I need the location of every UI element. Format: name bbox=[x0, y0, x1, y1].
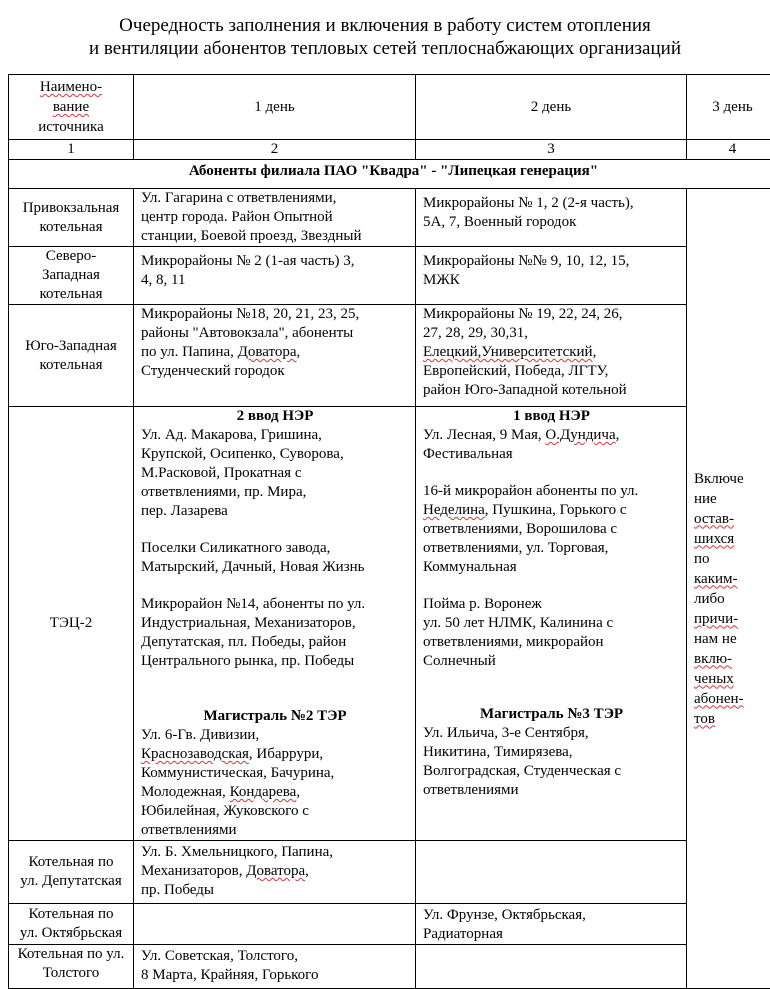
cell-line: М.Расковой, Прокатная с bbox=[141, 464, 409, 483]
cell-line: Юбилейная, Жуковского с bbox=[141, 802, 409, 821]
source-name bbox=[9, 945, 134, 989]
cell-line bbox=[141, 745, 409, 764]
text-span: Елецкий,Университетский bbox=[423, 344, 593, 360]
cell-line: 27, 28, 29, 30,31, bbox=[423, 324, 680, 343]
subheading: Магистраль №3 ТЭР bbox=[423, 705, 680, 724]
header-source-line: Наимено- bbox=[9, 77, 133, 97]
text-span: Ул. Лесная, 9 Мая, bbox=[423, 427, 545, 443]
source-name bbox=[9, 247, 134, 305]
cell-line: 4, 8, 11 bbox=[141, 271, 409, 290]
source-line: Западная bbox=[11, 266, 131, 285]
cell-line: ответвлениями, микрорайон bbox=[423, 633, 680, 652]
cell-line: Ул. 6-Гв. Дивизии, bbox=[141, 726, 409, 745]
text-span: , Пушкина, Горького с bbox=[485, 502, 627, 518]
text-span: , bbox=[593, 344, 597, 360]
source-line: ул. Октябрьская bbox=[11, 924, 131, 943]
cell-line: Студенческий городок bbox=[141, 362, 409, 381]
cell-line: Ул. Б. Хмельницкого, Папина, bbox=[141, 843, 409, 862]
cell-line: Пойма р. Воронеж bbox=[423, 595, 680, 614]
cell-line: Волгоградская, Студенческая с bbox=[423, 762, 680, 781]
text-span: Неделина bbox=[423, 502, 485, 518]
cell-line: Ул. Ад. Макарова, Гришина, bbox=[141, 426, 409, 445]
day3-cell bbox=[687, 189, 770, 989]
title-line-2: и вентиляции абонентов тепловых сетей теплоснабжающих организаций bbox=[0, 37, 770, 60]
text-span: Краснозаводская bbox=[141, 746, 249, 762]
cell-line: Радиаторная bbox=[423, 925, 680, 944]
cell-line bbox=[423, 426, 680, 445]
cell-line: ответвлениями, ул. Торговая, bbox=[423, 539, 680, 558]
text-span: , bbox=[296, 784, 300, 800]
table-row bbox=[9, 407, 770, 841]
col-number: 4 bbox=[687, 140, 770, 160]
day3-line: тов bbox=[694, 709, 770, 729]
cell-line: Коммунистическая, Бачурина, bbox=[141, 764, 409, 783]
header-day1: 1 день bbox=[134, 75, 416, 140]
source-line: Толстого bbox=[11, 964, 131, 983]
source-line: ул. Депутатская bbox=[11, 872, 131, 891]
cell-line bbox=[423, 501, 680, 520]
day2-cell bbox=[416, 407, 687, 841]
day3-line: ние bbox=[694, 489, 770, 509]
day1-cell bbox=[134, 407, 416, 841]
day3-line: каким- bbox=[694, 569, 770, 589]
cell-line: Микрорайоны № 1, 2 (2-я часть), bbox=[423, 194, 680, 213]
day3-line: либо bbox=[694, 589, 770, 609]
source-name bbox=[9, 904, 134, 945]
day1-cell bbox=[134, 945, 416, 989]
source-line: Северо- bbox=[11, 247, 131, 266]
cell-line: Фестивальная bbox=[423, 445, 680, 464]
source-line: Привокзальная bbox=[11, 199, 131, 218]
day2-cell bbox=[416, 841, 687, 904]
text-span: по ул. Папина, bbox=[141, 344, 238, 360]
title-line-1: Очередность заполнения и включения в работу систем отопления bbox=[0, 14, 770, 37]
table-row bbox=[9, 945, 770, 989]
text-span: Доватора bbox=[246, 863, 305, 879]
day3-line: абонен- bbox=[694, 689, 770, 709]
document-title bbox=[0, 14, 770, 60]
cell-line bbox=[423, 343, 680, 362]
text-span: , bbox=[616, 427, 620, 443]
cell-line: Микрорайоны № 2 (1-ая часть) 3, bbox=[141, 252, 409, 271]
subheading: 1 ввод НЭР bbox=[423, 407, 680, 426]
source-name bbox=[9, 189, 134, 247]
cell-line: Европейский, Победа, ЛГТУ, bbox=[423, 362, 680, 381]
table-row bbox=[9, 904, 770, 945]
source-line: котельная bbox=[11, 285, 131, 304]
day1-cell bbox=[134, 841, 416, 904]
subheading: Магистраль №2 ТЭР bbox=[141, 707, 409, 726]
cell-line: Никитина, Тимирязева, bbox=[423, 743, 680, 762]
cell-line: МЖК bbox=[423, 271, 680, 290]
cell-line: Микрорайон №14, абоненты по ул. bbox=[141, 595, 409, 614]
day2-cell bbox=[416, 904, 687, 945]
cell-line: район Юго-Западной котельной bbox=[423, 381, 680, 400]
day3-line: причи- bbox=[694, 609, 770, 629]
header-day2: 2 день bbox=[416, 75, 687, 140]
day3-line: нам не bbox=[694, 629, 770, 649]
source-line: Котельная по bbox=[11, 905, 131, 924]
day1-cell bbox=[134, 189, 416, 247]
col-number: 1 bbox=[9, 140, 134, 160]
cell-line: Солнечный bbox=[423, 652, 680, 671]
cell-line: Матырский, Дачный, Новая Жизнь bbox=[141, 558, 409, 577]
cell-line: ул. 50 лет НЛМК, Калинина с bbox=[423, 614, 680, 633]
text-span: Молодежная, bbox=[141, 784, 230, 800]
source-line: Котельная по ул. bbox=[11, 945, 131, 964]
source-name bbox=[9, 305, 134, 407]
text-span: , bbox=[297, 344, 301, 360]
text-span: Механизаторов, bbox=[141, 863, 246, 879]
table-row bbox=[9, 305, 770, 407]
source-line: Котельная по bbox=[11, 853, 131, 872]
cell-line: Крупской, Осипенко, Суворова, bbox=[141, 445, 409, 464]
table-row bbox=[9, 247, 770, 305]
cell-line: Ул. Советская, Толстого, bbox=[141, 947, 409, 966]
col-number: 2 bbox=[134, 140, 416, 160]
cell-line: 16-й микрорайон абоненты по ул. bbox=[423, 482, 680, 501]
source-line: котельная bbox=[11, 218, 131, 237]
day2-cell bbox=[416, 945, 687, 989]
cell-line: 5А, 7, Военный городок bbox=[423, 213, 680, 232]
day2-cell bbox=[416, 305, 687, 407]
text-span: О.Дундича bbox=[545, 427, 615, 443]
day3-line: Включе bbox=[694, 469, 770, 489]
text-span: Доватора bbox=[238, 344, 297, 360]
section-row bbox=[9, 160, 770, 189]
cell-line: 8 Марта, Крайняя, Горького bbox=[141, 966, 409, 985]
source-name bbox=[9, 841, 134, 904]
cell-line: центр города. Район Опытной bbox=[141, 208, 409, 227]
cell-line: ответвлениями bbox=[141, 821, 409, 840]
cell-line bbox=[141, 343, 409, 362]
text-span: Кондарева bbox=[230, 784, 297, 800]
schedule-table bbox=[8, 74, 770, 989]
cell-line: Коммунальная bbox=[423, 558, 680, 577]
cell-line bbox=[141, 862, 409, 881]
column-numbers-row bbox=[9, 140, 770, 160]
cell-line: Индустриальная, Механизаторов, bbox=[141, 614, 409, 633]
day1-cell bbox=[134, 904, 416, 945]
cell-line: районы "Автовокзала", абоненты bbox=[141, 324, 409, 343]
text-span: , bbox=[305, 863, 309, 879]
cell-line: Микрорайоны № 19, 22, 24, 26, bbox=[423, 305, 680, 324]
cell-line: пер. Лазарева bbox=[141, 502, 409, 521]
table-row bbox=[9, 841, 770, 904]
cell-line bbox=[141, 783, 409, 802]
header-source-line: вание bbox=[9, 97, 133, 117]
cell-line: станции, Боевой проезд, Звездный bbox=[141, 227, 409, 246]
day3-line: по bbox=[694, 549, 770, 569]
day3-line: вклю- bbox=[694, 649, 770, 669]
cell-line: ответвлениями, Ворошилова с bbox=[423, 520, 680, 539]
day3-line: остав- bbox=[694, 509, 770, 529]
source-name: ТЭЦ-2 bbox=[9, 407, 134, 841]
cell-line: Ул. Ильича, 3-е Сентября, bbox=[423, 724, 680, 743]
cell-line: Ул. Фрунзе, Октябрьская, bbox=[423, 906, 680, 925]
cell-line: Микрорайоны №18, 20, 21, 23, 25, bbox=[141, 305, 409, 324]
day1-cell bbox=[134, 305, 416, 407]
source-line: Юго-Западная bbox=[11, 337, 131, 356]
cell-line: пр. Победы bbox=[141, 881, 409, 900]
cell-line: Поселки Силикатного завода, bbox=[141, 539, 409, 558]
day3-line: ченых bbox=[694, 669, 770, 689]
header-source bbox=[9, 75, 134, 140]
cell-line: Депутатская, пл. Победы, район bbox=[141, 633, 409, 652]
day1-cell bbox=[134, 247, 416, 305]
header-day3: 3 день bbox=[687, 75, 770, 140]
cell-line: ответвлениями, пр. Мира, bbox=[141, 483, 409, 502]
subheading: 2 ввод НЭР bbox=[141, 407, 409, 426]
table-row bbox=[9, 189, 770, 247]
source-line: котельная bbox=[11, 356, 131, 375]
cell-line: Микрорайоны №№ 9, 10, 12, 15, bbox=[423, 252, 680, 271]
col-number: 3 bbox=[416, 140, 687, 160]
cell-line: Ул. Гагарина с ответвлениями, bbox=[141, 189, 409, 208]
day2-cell bbox=[416, 247, 687, 305]
header-row bbox=[9, 75, 770, 140]
cell-line: ответвлениями bbox=[423, 781, 680, 800]
day2-cell bbox=[416, 189, 687, 247]
cell-line: Центрального рынка, пр. Победы bbox=[141, 652, 409, 671]
header-source-line: источника bbox=[9, 117, 133, 137]
text-span: , Ибаррури, bbox=[249, 746, 323, 762]
day3-line: шихся bbox=[694, 529, 770, 549]
section-title: Абоненты филиала ПАО "Квадра" - "Липецкая генерация" bbox=[9, 160, 770, 189]
